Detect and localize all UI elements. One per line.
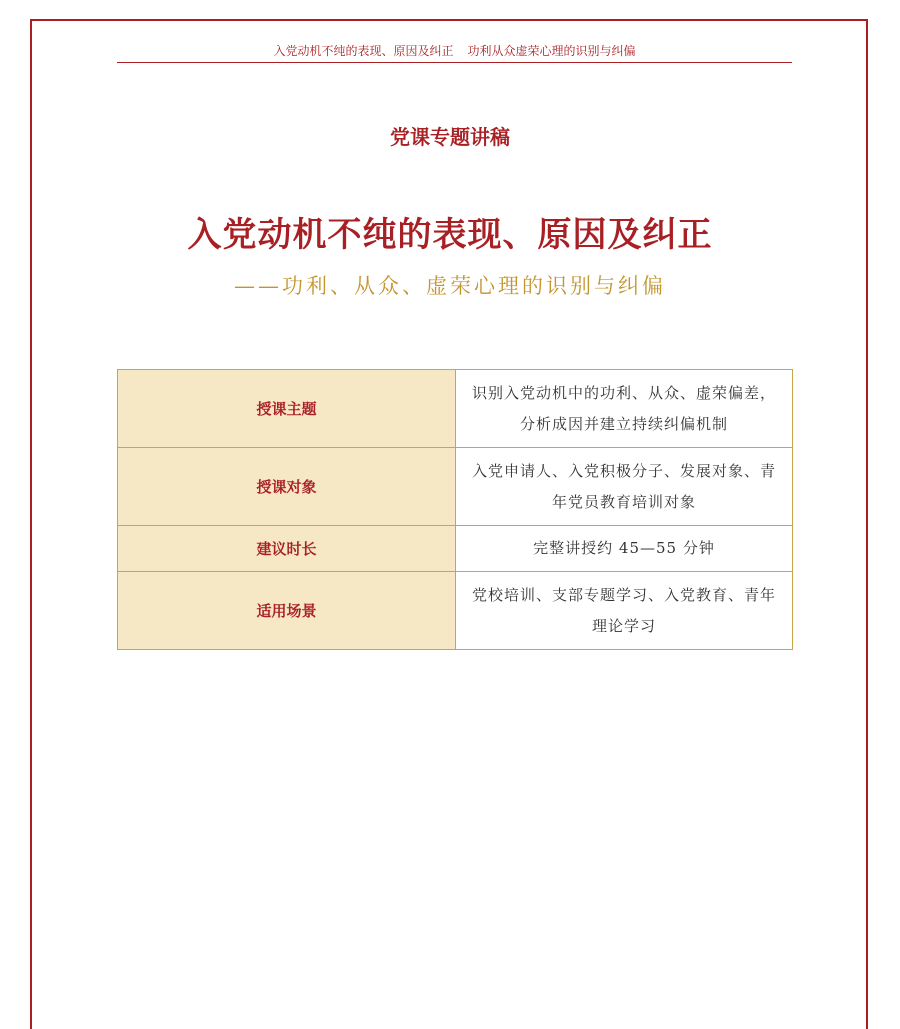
table-row-scenario: [118, 572, 793, 650]
row-value-duration: 完整讲授约 45—55 分钟: [456, 526, 793, 572]
running-header-title: 入党动机不纯的表现、原因及纠正: [273, 44, 454, 58]
running-header-subtitle: 功利从众虚荣心理的识别与纠偏: [467, 44, 636, 58]
row-value-audience: 入党申请人、入党积极分子、发展对象、青年党员教育培训对象: [456, 448, 793, 526]
row-label-scenario: 适用场景: [118, 572, 456, 650]
row-label-topic: 授课主题: [118, 370, 456, 448]
table-row-audience: [118, 448, 793, 526]
course-info-table: [117, 369, 793, 650]
page-subtitle: ——功利、从众、虚荣心理的识别与纠偏: [234, 274, 666, 298]
running-header: [117, 40, 792, 63]
table-row-topic: [118, 370, 793, 448]
row-value-scenario: 党校培训、支部专题学习、入党教育、青年理论学习: [456, 572, 793, 650]
document-type: 党课专题讲稿: [390, 125, 510, 149]
row-value-topic: 识别入党动机中的功利、从众、虚荣偏差，分析成因并建立持续纠偏机制: [456, 370, 793, 448]
row-label-audience: 授课对象: [118, 448, 456, 526]
row-label-duration: 建议时长: [118, 526, 456, 572]
page-title: 入党动机不纯的表现、原因及纠正: [187, 215, 713, 255]
table-row-duration: [118, 526, 793, 572]
